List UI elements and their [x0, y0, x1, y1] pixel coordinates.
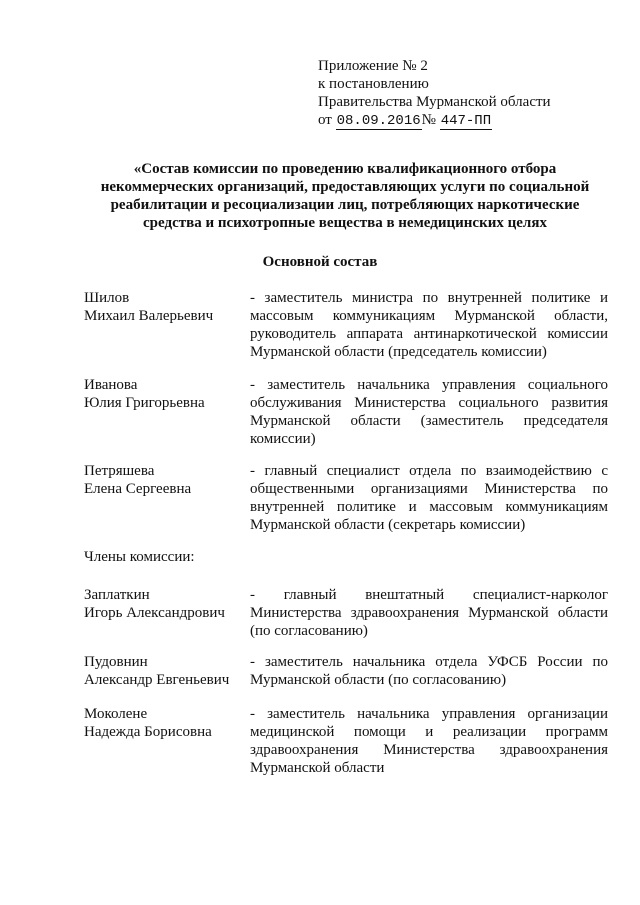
member-given-names: Надежда Борисовна: [84, 724, 212, 740]
member-role: - заместитель начальника управления организации медицинской помощи и реализации программ здравоохранения Министерства здравоохранения Мурманской области: [250, 706, 608, 776]
member-given-names: Юлия Григорьевна: [84, 395, 205, 411]
member-name: [84, 376, 244, 412]
member-surname: Шилов: [84, 290, 130, 306]
member-role: - заместитель начальника управления социального обслуживания Министерства социального развития Мурманской области (заместитель председателя комиссии): [250, 377, 608, 447]
appendix-title: Приложение № 2: [318, 58, 428, 74]
number-prefix: №: [421, 112, 436, 128]
commission-members-label: Члены комиссии:: [84, 549, 195, 565]
member-role: - главный специалист отдела по взаимодействию с общественными организациями Министерства по внутренней политике и массовым коммуникациям Мурманской области (секретарь комиссии): [250, 463, 608, 533]
member-role: - главный внештатный специалист-нарколог Министерства здравоохранения Мурманской области (по согласованию): [250, 587, 608, 639]
member-given-names: Михаил Валерьевич: [84, 308, 214, 324]
member-given-names: Александр Евгеньевич: [84, 672, 230, 688]
member-surname: Петряшева: [84, 463, 155, 479]
main-composition-heading: Основной состав: [262, 254, 378, 270]
member-name: [84, 705, 244, 741]
member-name: [84, 586, 244, 622]
member-role: - заместитель министра по внутренней политике и массовым коммуникациям Мурманской области, руководитель аппарата антинаркотической комиссии Мурманской области (председатель комиссии): [250, 290, 608, 360]
date-prefix: от: [318, 112, 332, 128]
member-surname: Заплаткин: [84, 587, 150, 603]
member-name: [84, 289, 244, 325]
member-given-names: Елена Сергеевна: [84, 481, 192, 497]
appendix-resolution: к постановлению: [318, 76, 429, 92]
appendix-block: [318, 57, 618, 130]
member-name: [84, 653, 244, 689]
member-surname: Пудовнин: [84, 654, 148, 670]
member-surname: Моколене: [84, 706, 148, 722]
member-surname: Иванова: [84, 377, 138, 393]
member-role: - заместитель начальника отдела УФСБ России по Мурманской области (по согласованию): [250, 654, 608, 688]
appendix-date-line: [318, 111, 618, 130]
member-given-names: Игорь Александрович: [84, 605, 225, 621]
appendix-government: Правительства Мурманской области: [318, 94, 551, 110]
resolution-number: 447-ПП: [440, 113, 492, 129]
resolution-date: 08.09.2016: [336, 113, 421, 129]
document-title: «Состав комиссии по проведению квалификационного отбора некоммерческих организаций, предоставляющих услуги по социальной реабилитации и ресоциализации лиц, потребляющих наркотические средства и психотропные вещества в немедицинских целях: [100, 161, 590, 231]
member-name: [84, 462, 244, 498]
